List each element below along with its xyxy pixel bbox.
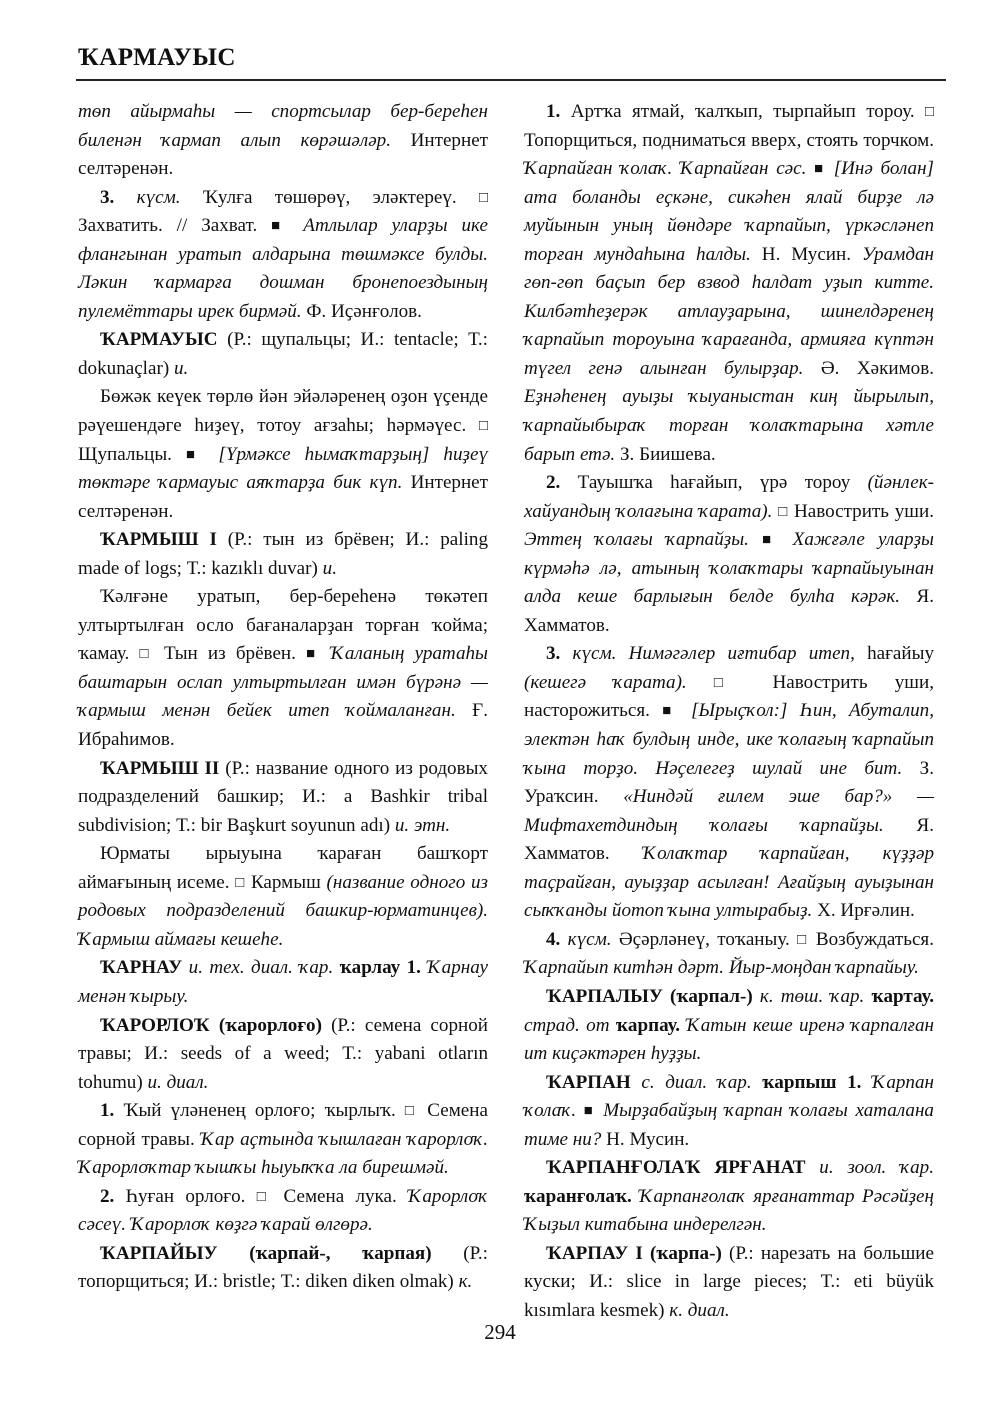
entry-karorlok: ҠАРОРЛОҠ (ҡарорлоғо) (Р.: семена сорной травы; И.: seeds of a weed; Т.: yabani otların tohumu) и. диал.: [78, 1014, 488, 1093]
para-r1: 2. Тауышҡа һағайып, үрә тороу (йәнлек-хайуандың ҡолағына ҡарата). □ Навострить уши. Эттең ҡолағы ҡарпайҙы. ■ Хажғәле уларҙы күрмәһә лә, атының ҡолаҡтары ҡарпайыуынан алда кеше барлығын белде булһа кәрәк. Я. Хамматов.: [524, 472, 934, 636]
entry-karpan: ҠАРПАН с. диал. ҡар. ҡарпыш 1. Ҡарпан ҡолаҡ. ■ Мырҙабайҙың ҡарпан ҡолағы хаталана тиме ни? Н. Мусин.: [524, 1071, 934, 1150]
para-l0: тѳп айырмаһы — спортсылар бер-береһен биленән ҡармап алып көрәшәләр. Интернет селтәренән.: [78, 101, 489, 180]
entry-karnau: ҠАРНАУ и. тех. диал. ҡар. ҡарлау 1. Ҡарнау менән ҡырыу.: [78, 957, 488, 1007]
para-l5: Ҡәлғәне уратып, бер-береһенә төкәтеп ултыртылған осло бағаналарҙан торған ҡойма; ҡамау. □ Тын из брёвен. ■ Ҡаланың уратаһы баштарын ослап ултыртылған имән бүрәнә — ҡармыш менән бейек итеп ҡоймаланған. Ғ. Ибраһимов.: [78, 586, 488, 751]
para-r0: 1. Артҡа ятмай, ҡалҡып, тырпайып тороу. □ Топорщиться, подниматься вверх, стоять торчком. Ҡарпайған ҡолаҡ. Ҡарпайған сәс. ■ [Инә болан] ата боланды еҫкәне, сикәһен ялай бирҙе лә муйынын уның йөндәре ҡарпайып, үркәсләнеп торған мундаһына һалды. Н. Мусин. Урамдан гөп-гөп баҫып бер взвод һалдат уҙып китте. Килбәтһеҙерәк атлауҙарына, шинелдәренең ҡарпайып тороуына ҡарағанда, армияға күптән түгел генә алынған булырҙар. Ә. Хәкимов. Еҙнәһенең ауыҙы ҡыуаныстан киң йырылып, ҡарпайыбыраҡ торған ҡолаҡтарына хәтле барып етә. З. Биишева.: [524, 101, 934, 465]
entry-karmysh-2: ҠАРМЫШ II (Р.: название одного из родовых подразделений башкир; И.: a Bashkir tribal subdivision; Т.: bir Başkurt soyunun adı) и. этн.: [78, 757, 488, 836]
entry-karmysh-1: ҠАРМЫШ I (Р.: тын из брёвен; И.: paling made of logs; Т.: kazıklı duvar) и.: [78, 529, 488, 579]
entry-karpangolak: ҠАРПАНҒОЛАҠ ЯРҒАНАТ и. зоол. ҡар. ҡаранғолаҡ. Ҡарпанғолаҡ ярғанаттар Рәсәйҙең Ҡыҙыл китабына индерелгән.: [524, 1157, 935, 1236]
para-l10: 1. Ҡый үләненең орлоғо; ҡырлыҡ. □ Семена сорной травы. Ҡар аҫтында ҡышлаған ҡарорлоҡ. Ҡарорлоҡтар ҡышҡы һыуыҡҡа ла бирешмәй.: [78, 1100, 488, 1179]
para-l1: 3. күсм. Ҡулға төшөрөү, эләктереү. □ Захватить. // Захват. ■ Атлылар уларҙы ике флангынан уратып алдарына төшмәксе булды. Ләкин ҡармарға дошман бронепоездының пулемёттары ирек бирмәй. Ф. Иҫәнғолов.: [78, 186, 488, 322]
entry-karpalyu: ҠАРПАЛЫУ (ҡарпал-) к. төш. ҡар. ҡартау. страд. от ҡарпау. Ҡатын кеше иренә ҡарпалған ит киҫәктәрен һуҙҙы.: [524, 985, 935, 1065]
entry-karmauys: ҠАРМАУЫС (Р.: щупальцы; И.: tentacle; Т.: dokunaçlar) и.: [78, 329, 488, 379]
running-head: ҠАРМАУЫС: [78, 44, 236, 71]
para-r2: 3. күсм. Нимәгәлер иғтибар итеп, һағайыу (кешегә ҡарата). □ Навострить уши, насторожиться. ■ [Ырыҫҡол:] Һин, Абуталип, электән һаҡ булдың инде, ике ҡолағың ҡарпайып ҡына торҙо. Нәҫелегеҙ шулай ине бит. З. Ураҡсин. «Ниндәй ғилем эше бар?» — Мифтахетдиндың ҡолағы ҡарпайҙы. Я. Хамматов. Ҡолаҡтар ҡарпайған, күҙҙәр таҫрайған, ауыҙҙар асылған! Ағайҙың ауыҙынан сыҡҡанды йотоп ҡына ултырабыҙ. Х. Ирғәлин.: [524, 643, 935, 922]
left-column: [78, 98, 488, 1297]
page-number: 294: [484, 1320, 516, 1344]
para-r3: 4. күсм. Әҫәрләнеү, тоҡаныу. □ Возбуждаться. Ҡарпайып китһән дәрт. Йыр-моңдан ҡарпайыу.: [524, 928, 934, 979]
para-l7: Юрматы ырыуына ҡараған башҡорт аймағының исеме. □ Кармыш (название одного из родовых подразделений башкир-юрматинцев). Ҡармыш аймағы кешеһе.: [78, 843, 488, 950]
right-column: [524, 98, 934, 1326]
para-l3: Бөжәк кеүек төрлө йән эйәләренең оҙон үҫенде рәүешендәге һиҙеү, тотоу ағзаһы; һәрмәүес. □ Щупальцы. ■ [Үрмәксе һымаҡтарҙың] һиҙеү төктәре ҡармауыс аяҡтарҙа бик күп. Интернет селтәренән.: [78, 386, 488, 522]
header-rule: [76, 79, 946, 81]
entry-karpaiyu: ҠАРПАЙЫУ (ҡарпай-, ҡарпая) (Р.: топорщиться; И.: bristle; Т.: diken diken olmak) к.: [78, 1242, 488, 1293]
para-l11: 2. Һуған орлоғо. □ Семена лука. Ҡарорлоҡ сәсеү. Ҡарорлоҡ көҙгә ҡарай өлгөрә.: [78, 1185, 489, 1236]
entry-karpau-1: ҠАРПАУ I (ҡарпа-) (Р.: нарезать на большие куски; И.: slice in large pieces; Т.: eti büyük kısımlara kesmek) к. диал.: [524, 1242, 934, 1321]
